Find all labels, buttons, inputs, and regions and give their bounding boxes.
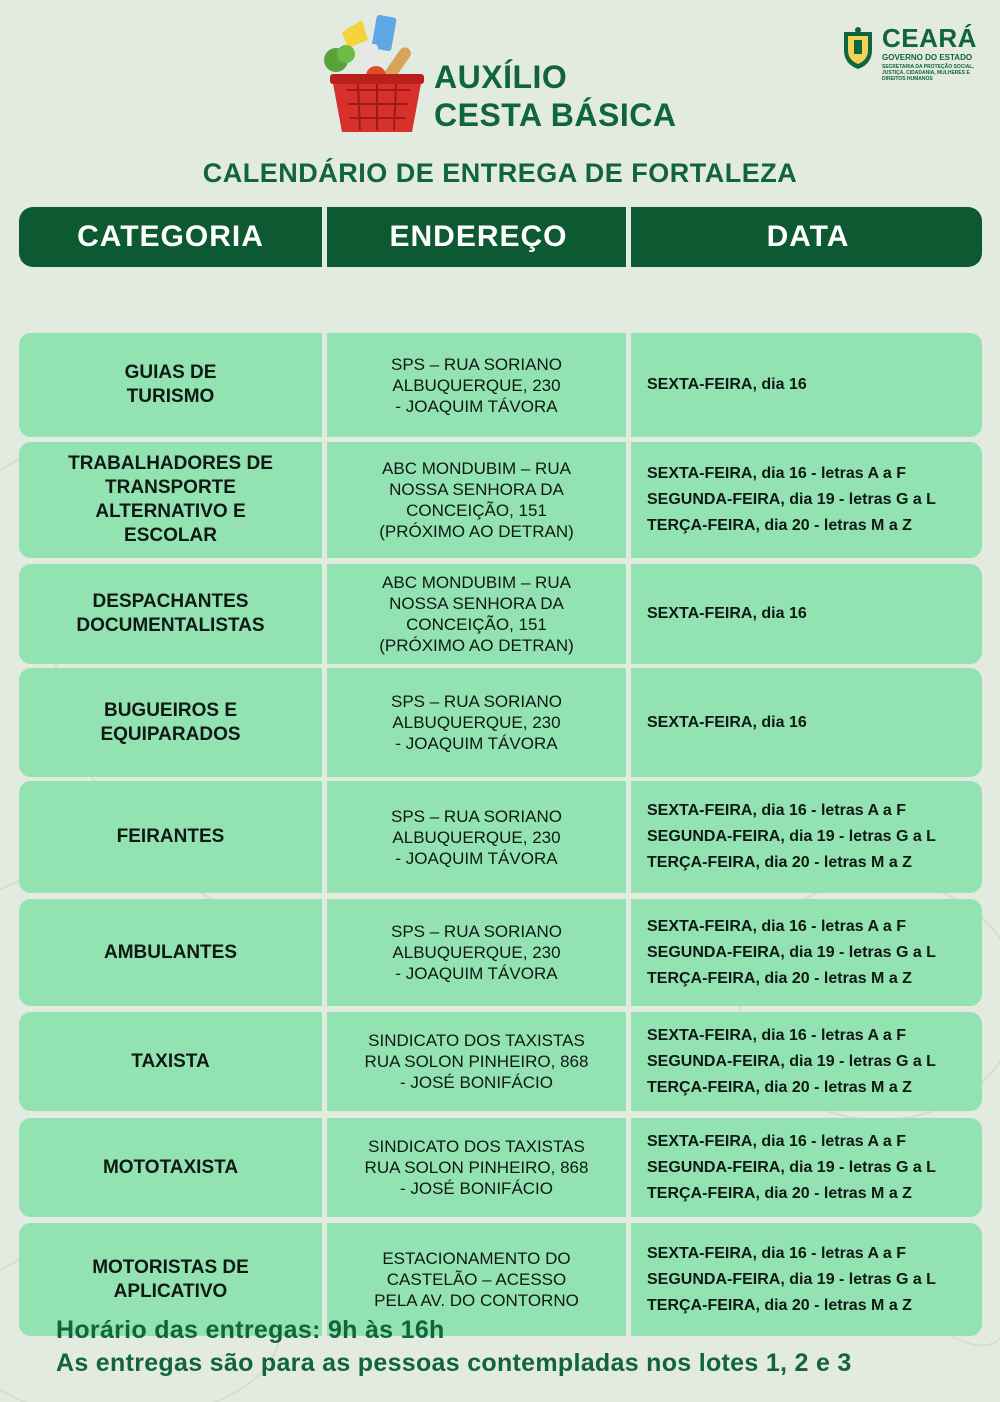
date-line: SEXTA-FEIRA, dia 16 xyxy=(647,376,807,393)
table-row xyxy=(19,668,982,777)
date-line: SEXTA-FEIRA, dia 16 - letras A a F xyxy=(647,1026,907,1044)
header-divider xyxy=(322,207,327,267)
gov-name: CEARÁ xyxy=(882,23,977,53)
delivery-calendar-table xyxy=(19,207,982,1314)
column-divider xyxy=(322,781,327,893)
category-cell xyxy=(19,781,322,893)
date-cell xyxy=(631,668,981,777)
date-line: SEGUNDA-FEIRA, dia 19 - letras G a L xyxy=(647,943,936,961)
address-cell: SINDICATO DOS TAXISTAS RUA SOLON PINHEIRO, 868 - JOSÉ BONIFÁCIO xyxy=(364,1137,589,1198)
date-line: SEXTA-FEIRA, dia 16 - letras A a F xyxy=(647,917,907,935)
category-text: BUGUEIROS E EQUIPARADOS xyxy=(100,699,241,745)
address-cell: SPS – RUA SORIANO ALBUQUERQUE, 230 - JOAQUIM TÁVORA xyxy=(391,354,562,416)
category-cell xyxy=(19,1012,322,1111)
footer-notes xyxy=(56,1314,852,1380)
table-row xyxy=(19,333,982,437)
gov-department: SECRETARIA DA PROTEÇÃO SOCIAL, JUSTIÇA, CIDADANIA, MULHERES E DIREITOS HUMANOS xyxy=(882,64,974,82)
column-divider xyxy=(626,899,631,1006)
column-divider xyxy=(626,1012,631,1111)
category-text: MOTORISTAS DE APLICATIVO xyxy=(92,1256,249,1302)
page-title: CALENDÁRIO DE ENTREGA DE FORTALEZA xyxy=(202,158,798,188)
column-divider xyxy=(322,564,327,664)
column-divider xyxy=(322,442,327,558)
date-line: SEXTA-FEIRA, dia 16 xyxy=(647,605,807,622)
column-divider xyxy=(626,1118,631,1217)
category-text: TRABALHADORES DE TRANSPORTE ALTERNATIVO E ESCOLAR xyxy=(68,453,273,546)
date-line: SEGUNDA-FEIRA, dia 19 - letras G a L xyxy=(647,1270,936,1288)
column-divider xyxy=(626,333,631,437)
date-cell xyxy=(631,1012,981,1111)
column-divider xyxy=(626,668,631,777)
address-cell: SPS – RUA SORIANO ALBUQUERQUE, 230 - JOAQUIM TÁVORA xyxy=(391,806,562,868)
date-cell xyxy=(631,899,981,1006)
column-divider xyxy=(322,1118,327,1217)
column-header-address: ENDEREÇO xyxy=(389,220,568,253)
column-divider xyxy=(626,564,631,664)
date-line: TERÇA-FEIRA, dia 20 - letras M a Z xyxy=(647,1296,912,1314)
government-logo xyxy=(840,24,985,88)
column-divider xyxy=(322,668,327,777)
date-line: SEGUNDA-FEIRA, dia 19 - letras G a L xyxy=(647,1158,936,1176)
date-cell xyxy=(631,781,981,893)
address-cell: SPS – RUA SORIANO ALBUQUERQUE, 230 - JOAQUIM TÁVORA xyxy=(391,692,562,753)
table-row xyxy=(19,442,982,558)
column-header-date: DATA xyxy=(766,220,850,253)
date-line: TERÇA-FEIRA, dia 20 - letras M a Z xyxy=(647,517,912,534)
date-line: SEXTA-FEIRA, dia 16 - letras A a F xyxy=(647,802,907,819)
table-row xyxy=(19,1012,982,1111)
date-cell xyxy=(631,333,981,437)
date-cell xyxy=(631,1118,981,1217)
delivery-eligibility: As entregas são para as pessoas contempladas nos lotes 1, 2 e 3 xyxy=(56,1349,852,1377)
category-cell xyxy=(19,1118,322,1217)
date-line: TERÇA-FEIRA, dia 20 - letras M a Z xyxy=(647,1078,912,1096)
table-row xyxy=(19,899,982,1006)
date-line: TERÇA-FEIRA, dia 20 - letras M a Z xyxy=(647,969,912,987)
state-crest-icon xyxy=(840,26,876,70)
date-line: SEXTA-FEIRA, dia 16 - letras A a F xyxy=(647,465,907,482)
category-text: GUIAS DE TURISMO xyxy=(124,362,217,407)
address-cell: ESTACIONAMENTO DO CASTELÃO – ACESSO PELA AV. DO CONTORNO xyxy=(374,1249,579,1310)
program-title-line2: CESTA BÁSICA xyxy=(434,97,677,133)
date-line: TERÇA-FEIRA, dia 20 - letras M a Z xyxy=(647,1184,912,1202)
date-line: TERÇA-FEIRA, dia 20 - letras M a Z xyxy=(647,854,912,871)
category-text: FEIRANTES xyxy=(116,826,225,847)
date-cell xyxy=(631,442,981,558)
category-text: AMBULANTES xyxy=(104,941,237,963)
table-row xyxy=(19,1118,982,1217)
date-cell xyxy=(631,564,981,664)
category-cell xyxy=(19,442,322,558)
column-divider xyxy=(322,1012,327,1111)
category-text: DESPACHANTES DOCUMENTALISTAS xyxy=(76,591,265,636)
category-cell xyxy=(19,333,322,437)
category-cell xyxy=(19,564,322,664)
address-cell: SINDICATO DOS TAXISTAS RUA SOLON PINHEIRO, 868 - JOSÉ BONIFÁCIO xyxy=(364,1031,589,1092)
address-cell: SPS – RUA SORIANO ALBUQUERQUE, 230 - JOAQUIM TÁVORA xyxy=(391,922,562,983)
address-cell: ABC MONDUBIM – RUA NOSSA SENHORA DA CONCEIÇÃO, 151 (PRÓXIMO AO DETRAN) xyxy=(379,459,574,541)
grocery-basket-icon xyxy=(318,14,436,142)
date-line: SEXTA-FEIRA, dia 16 - letras A a F xyxy=(647,1244,907,1262)
table-row xyxy=(19,781,982,893)
category-cell xyxy=(19,668,322,777)
header-divider xyxy=(626,207,631,267)
table-row xyxy=(19,564,982,664)
date-line: SEGUNDA-FEIRA, dia 19 - letras G a L xyxy=(647,828,936,845)
category-cell xyxy=(19,899,322,1006)
column-divider xyxy=(322,899,327,1006)
delivery-hours: Horário das entregas: 9h às 16h xyxy=(56,1316,445,1344)
date-line: SEXTA-FEIRA, dia 16 - letras A a F xyxy=(647,1132,907,1150)
column-header-category: CATEGORIA xyxy=(77,220,264,253)
column-divider xyxy=(626,781,631,893)
gov-subtitle: GOVERNO DO ESTADO xyxy=(882,53,973,62)
address-cell: ABC MONDUBIM – RUA NOSSA SENHORA DA CONCEIÇÃO, 151 (PRÓXIMO AO DETRAN) xyxy=(379,573,574,655)
category-text: TAXISTA xyxy=(131,1050,210,1072)
table-header xyxy=(19,207,982,267)
column-divider xyxy=(322,333,327,437)
column-divider xyxy=(626,442,631,558)
program-title-line1: AUXÍLIO xyxy=(434,59,568,95)
date-line: SEGUNDA-FEIRA, dia 19 - letras G a L xyxy=(647,491,936,508)
program-title xyxy=(434,58,676,134)
date-line: SEXTA-FEIRA, dia 16 xyxy=(647,713,807,731)
category-text: MOTOTAXISTA xyxy=(102,1156,239,1178)
date-line: SEGUNDA-FEIRA, dia 19 - letras G a L xyxy=(647,1052,936,1070)
